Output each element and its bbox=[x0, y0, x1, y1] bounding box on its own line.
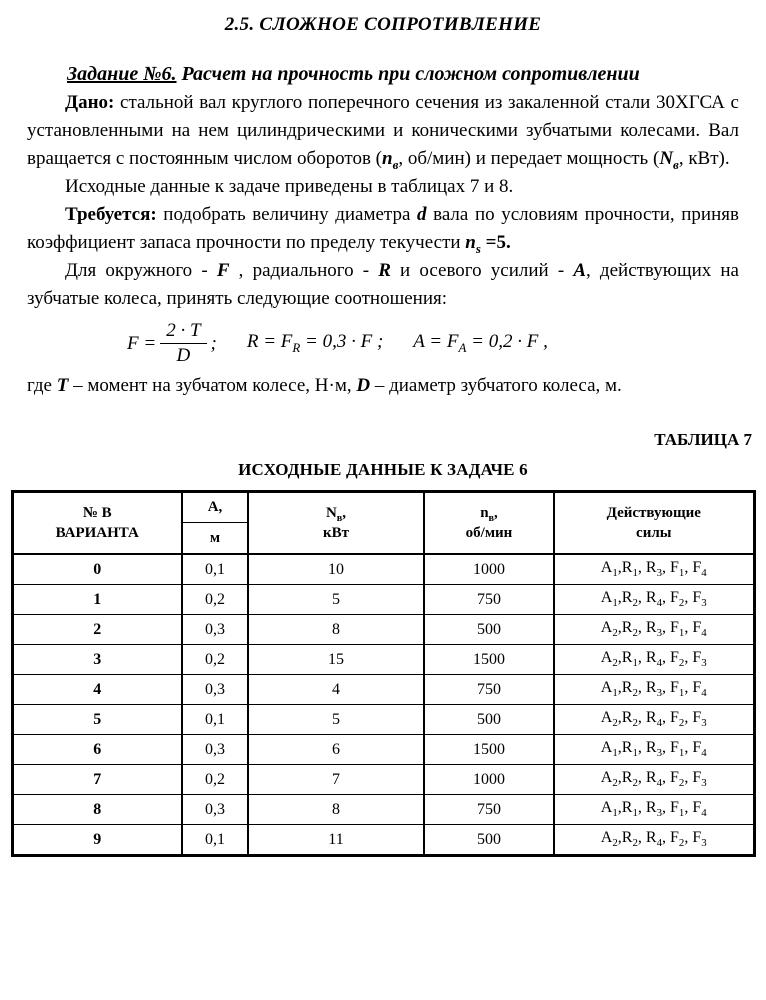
subscript: 4 bbox=[656, 657, 663, 670]
subscript: 1 bbox=[612, 687, 618, 700]
subscript: 4 bbox=[656, 717, 663, 730]
cell-forces: $A_1,R_2$, $R_4$, $F_2$, $F_3$ bbox=[554, 585, 754, 615]
table-row bbox=[12, 765, 754, 795]
text-run: , bbox=[342, 505, 347, 521]
table-row bbox=[12, 735, 754, 765]
paragraph-source-data bbox=[27, 173, 739, 201]
cell-power: 15 bbox=[248, 645, 424, 675]
cell-power: 5 bbox=[248, 705, 424, 735]
text-run: где bbox=[27, 375, 57, 396]
subscript: 3 bbox=[656, 627, 663, 640]
cell-a: 0,3 bbox=[182, 675, 248, 705]
cell-power: 11 bbox=[248, 825, 424, 856]
cell-a: 0,1 bbox=[182, 705, 248, 735]
cell-variant: 2 bbox=[12, 615, 182, 645]
subscript: 1 bbox=[678, 807, 685, 820]
section-title: 2.5. СЛОЖНОЕ СОПРОТИВЛЕНИЕ bbox=[224, 14, 542, 35]
text-run: , радиального - bbox=[229, 260, 379, 281]
cell-rpm: 1000 bbox=[424, 765, 554, 795]
col-header-variant-line1: № В bbox=[82, 505, 112, 521]
cell-rpm: 500 bbox=[424, 615, 554, 645]
cell-a: 0,2 bbox=[182, 585, 248, 615]
subscript: 4 bbox=[701, 627, 707, 640]
subscript: 2 bbox=[612, 777, 618, 790]
cell-a: 0,2 bbox=[182, 765, 248, 795]
text-run: вала по условиям прочности, приняв коэффициент запаса прочности по пределу текучести bbox=[27, 204, 739, 253]
table-title: ИСХОДНЫЕ ДАННЫЕ К ЗАДАЧЕ 6 bbox=[238, 460, 528, 479]
text-run: T bbox=[56, 375, 69, 396]
table-7 bbox=[11, 490, 756, 857]
formula-radial bbox=[247, 331, 383, 356]
text-run: , кВт). bbox=[678, 148, 730, 169]
col-header-a-unit: м bbox=[209, 530, 221, 546]
subscript: 2 bbox=[632, 597, 638, 610]
formula-semicolon: ; bbox=[210, 332, 217, 354]
subscript: 4 bbox=[701, 687, 707, 700]
formula bbox=[127, 319, 739, 368]
cell-forces: $A_2,R_2$, $R_4$, $F_2$, $F_3$ bbox=[554, 705, 754, 735]
cell-forces: $A_2,R_2$, $R_4$, $F_2$, $F_3$ bbox=[554, 765, 754, 795]
subscript: 1 bbox=[678, 687, 685, 700]
col-header-a bbox=[182, 492, 248, 555]
col-header-variant-line2: ВАРИАНТА bbox=[55, 525, 139, 541]
formula-fraction bbox=[160, 319, 206, 368]
text-run: Задание №6. bbox=[67, 63, 177, 85]
col-header-power-symbol bbox=[249, 503, 423, 523]
text-run: в bbox=[336, 513, 343, 524]
cell-rpm: 1500 bbox=[424, 645, 554, 675]
text-run: n bbox=[465, 232, 476, 253]
subscript: 1 bbox=[612, 747, 618, 760]
subscript: 4 bbox=[701, 747, 707, 760]
table-row bbox=[12, 825, 754, 856]
cell-power: 8 bbox=[248, 795, 424, 825]
text-run: Дано: bbox=[65, 92, 115, 113]
subscript: 4 bbox=[656, 837, 663, 850]
subscript: 1 bbox=[632, 807, 638, 820]
text-run: N bbox=[659, 148, 674, 169]
col-header-power-unit: кВт bbox=[322, 525, 349, 541]
cell-power: 7 bbox=[248, 765, 424, 795]
paragraph-gde bbox=[27, 372, 739, 400]
cell-a: 0,2 bbox=[182, 645, 248, 675]
subscript: 3 bbox=[701, 777, 707, 790]
text-run: в bbox=[488, 513, 495, 524]
subscript: 1 bbox=[678, 747, 685, 760]
subscript: 3 bbox=[701, 717, 707, 730]
cell-rpm: 500 bbox=[424, 705, 554, 735]
subscript: 3 bbox=[656, 687, 663, 700]
subscript: 2 bbox=[678, 717, 685, 730]
text-run: Требуется: bbox=[65, 204, 157, 225]
table-row bbox=[12, 795, 754, 825]
text-run: =5. bbox=[480, 232, 511, 253]
text-run: R bbox=[378, 260, 391, 281]
task-heading bbox=[27, 60, 739, 89]
cell-forces: $A_2,R_2$, $R_3$, $F_1$, $F_4$ bbox=[554, 615, 754, 645]
cell-forces: $A_1,R_1$, $R_3$, $F_1$, $F_4$ bbox=[554, 735, 754, 765]
text-run: Исходные данные к задаче приведены в таблицах 7 и 8. bbox=[65, 176, 514, 197]
subscript: 1 bbox=[612, 807, 618, 820]
subscript: 2 bbox=[632, 837, 638, 850]
cell-power: 6 bbox=[248, 735, 424, 765]
col-header-forces-line1: Действующие bbox=[606, 505, 701, 521]
col-header-a-symbol: А, bbox=[183, 493, 247, 523]
subscript: 3 bbox=[656, 807, 663, 820]
subscript: 2 bbox=[678, 597, 685, 610]
table-row bbox=[12, 585, 754, 615]
text-run: n bbox=[382, 148, 393, 169]
formula-radial-sub: R bbox=[292, 339, 301, 355]
formula-denominator: D bbox=[176, 345, 191, 366]
cell-forces: $A_1,R_2$, $R_3$, $F_1$, $F_4$ bbox=[554, 675, 754, 705]
subscript: 1 bbox=[612, 597, 618, 610]
cell-forces: $A_2,R_2$, $R_4$, $F_2$, $F_3$ bbox=[554, 825, 754, 856]
cell-variant: 9 bbox=[12, 825, 182, 856]
formula-axial bbox=[413, 331, 548, 356]
subscript: 1 bbox=[632, 657, 638, 670]
cell-a: 0,1 bbox=[182, 554, 248, 585]
subscript: 1 bbox=[632, 567, 638, 580]
subscript: 1 bbox=[612, 567, 618, 580]
cell-power: 8 bbox=[248, 615, 424, 645]
subscript: 4 bbox=[701, 807, 707, 820]
formula-axial-sub: A bbox=[458, 339, 467, 355]
cell-forces: $A_2,R_1$, $R_4$, $F_2$, $F_3$ bbox=[554, 645, 754, 675]
subscript: 2 bbox=[612, 837, 618, 850]
table-header-row bbox=[12, 492, 754, 555]
text-run: – момент на зубчатом колесе, Н·м, bbox=[68, 375, 357, 396]
subscript: 2 bbox=[632, 717, 638, 730]
text-run: в bbox=[673, 156, 679, 172]
cell-variant: 4 bbox=[12, 675, 182, 705]
text-run: подобрать величину диаметра bbox=[156, 204, 417, 225]
formula-axial-rest: = 0,2 · F , bbox=[466, 331, 548, 353]
formula-radial-rest: = 0,3 · F ; bbox=[300, 331, 384, 353]
subscript: 4 bbox=[656, 777, 663, 790]
paragraph-dano bbox=[27, 89, 739, 173]
cell-rpm: 750 bbox=[424, 675, 554, 705]
subscript: 2 bbox=[678, 657, 685, 670]
paragraph-trebuetsya bbox=[27, 201, 739, 257]
paragraph-forces-relations bbox=[27, 257, 739, 313]
subscript: 3 bbox=[701, 597, 707, 610]
cell-rpm: 1000 bbox=[424, 554, 554, 585]
cell-variant: 3 bbox=[12, 645, 182, 675]
text-run: Для окружного - bbox=[65, 260, 217, 281]
cell-variant: 7 bbox=[12, 765, 182, 795]
cell-a: 0,1 bbox=[182, 825, 248, 856]
cell-variant: 5 bbox=[12, 705, 182, 735]
subscript: 2 bbox=[612, 627, 618, 640]
cell-variant: 8 bbox=[12, 795, 182, 825]
cell-forces: $A_1,R_1$, $R_3$, $F_1$, $F_4$ bbox=[554, 795, 754, 825]
cell-a: 0,3 bbox=[182, 615, 248, 645]
col-header-power bbox=[248, 492, 424, 555]
table-row bbox=[12, 645, 754, 675]
subscript: 2 bbox=[678, 837, 685, 850]
col-header-rpm-symbol bbox=[425, 503, 553, 523]
text-run: F bbox=[216, 260, 230, 281]
col-header-forces-line2: силы bbox=[636, 525, 672, 541]
text-run: и осевого усилий - bbox=[390, 260, 574, 281]
text-run: A bbox=[573, 260, 587, 281]
text-run: D bbox=[356, 375, 371, 396]
subscript: 2 bbox=[612, 717, 618, 730]
text-run: Расчет на прочность при сложном сопротивлении bbox=[176, 63, 640, 85]
text-run: в bbox=[392, 156, 399, 172]
cell-rpm: 750 bbox=[424, 585, 554, 615]
text-run: N bbox=[325, 505, 337, 521]
subscript: 1 bbox=[678, 567, 685, 580]
cell-power: 5 bbox=[248, 585, 424, 615]
cell-a: 0,3 bbox=[182, 795, 248, 825]
cell-a: 0,3 bbox=[182, 735, 248, 765]
formula-radial-base: R = F bbox=[246, 331, 293, 353]
formula-lhs: F = bbox=[127, 332, 157, 354]
subscript: 3 bbox=[656, 747, 663, 760]
col-header-rpm-unit: об/мин bbox=[465, 525, 513, 541]
cell-power: 10 bbox=[248, 554, 424, 585]
table-row bbox=[12, 675, 754, 705]
subscript: 3 bbox=[701, 837, 707, 850]
formula-numerator: 2 · T bbox=[160, 319, 206, 344]
table-caption: ТАБЛИЦА 7 bbox=[654, 430, 752, 449]
cell-variant: 1 bbox=[12, 585, 182, 615]
subscript: 2 bbox=[612, 657, 618, 670]
subscript: 1 bbox=[632, 747, 638, 760]
subscript: 2 bbox=[632, 687, 638, 700]
col-header-variant bbox=[12, 492, 182, 555]
text-run: n bbox=[480, 505, 489, 521]
cell-variant: 0 bbox=[12, 554, 182, 585]
cell-power: 4 bbox=[248, 675, 424, 705]
col-header-rpm bbox=[424, 492, 554, 555]
cell-rpm: 1500 bbox=[424, 735, 554, 765]
subscript: 2 bbox=[632, 777, 638, 790]
subscript: 4 bbox=[701, 567, 707, 580]
col-header-forces bbox=[554, 492, 754, 555]
table-row bbox=[12, 705, 754, 735]
text-run: – диаметр зубчатого колеса, м. bbox=[370, 375, 622, 396]
text-run: , bbox=[494, 505, 498, 521]
subscript: 2 bbox=[632, 627, 638, 640]
text-run: стальной вал круглого поперечного сечения из закаленной стали 30ХГСА с установленными на нем цилиндрическими и коническими зубчатыми колесами. Вал вращается с постоянным числом оборотов ( bbox=[27, 92, 739, 169]
subscript: 4 bbox=[656, 597, 663, 610]
text-run: , об/мин) и передает мощность ( bbox=[398, 148, 660, 169]
cell-forces: $A_1,R_1$, $R_3$, $F_1$, $F_4$ bbox=[554, 554, 754, 585]
subscript: 3 bbox=[656, 567, 663, 580]
cell-variant: 6 bbox=[12, 735, 182, 765]
subscript: 1 bbox=[678, 627, 685, 640]
text-run: , действующих на зубчатые колеса, принять следующие соотношения: bbox=[27, 260, 739, 309]
subscript: 2 bbox=[678, 777, 685, 790]
text-run: s bbox=[475, 240, 481, 256]
text-run: d bbox=[417, 204, 427, 225]
cell-rpm: 500 bbox=[424, 825, 554, 856]
table-row bbox=[12, 615, 754, 645]
text-block bbox=[27, 60, 739, 400]
subscript: 3 bbox=[701, 657, 707, 670]
formula-axial-base: A = F bbox=[413, 331, 459, 353]
table-row bbox=[12, 554, 754, 585]
cell-rpm: 750 bbox=[424, 795, 554, 825]
